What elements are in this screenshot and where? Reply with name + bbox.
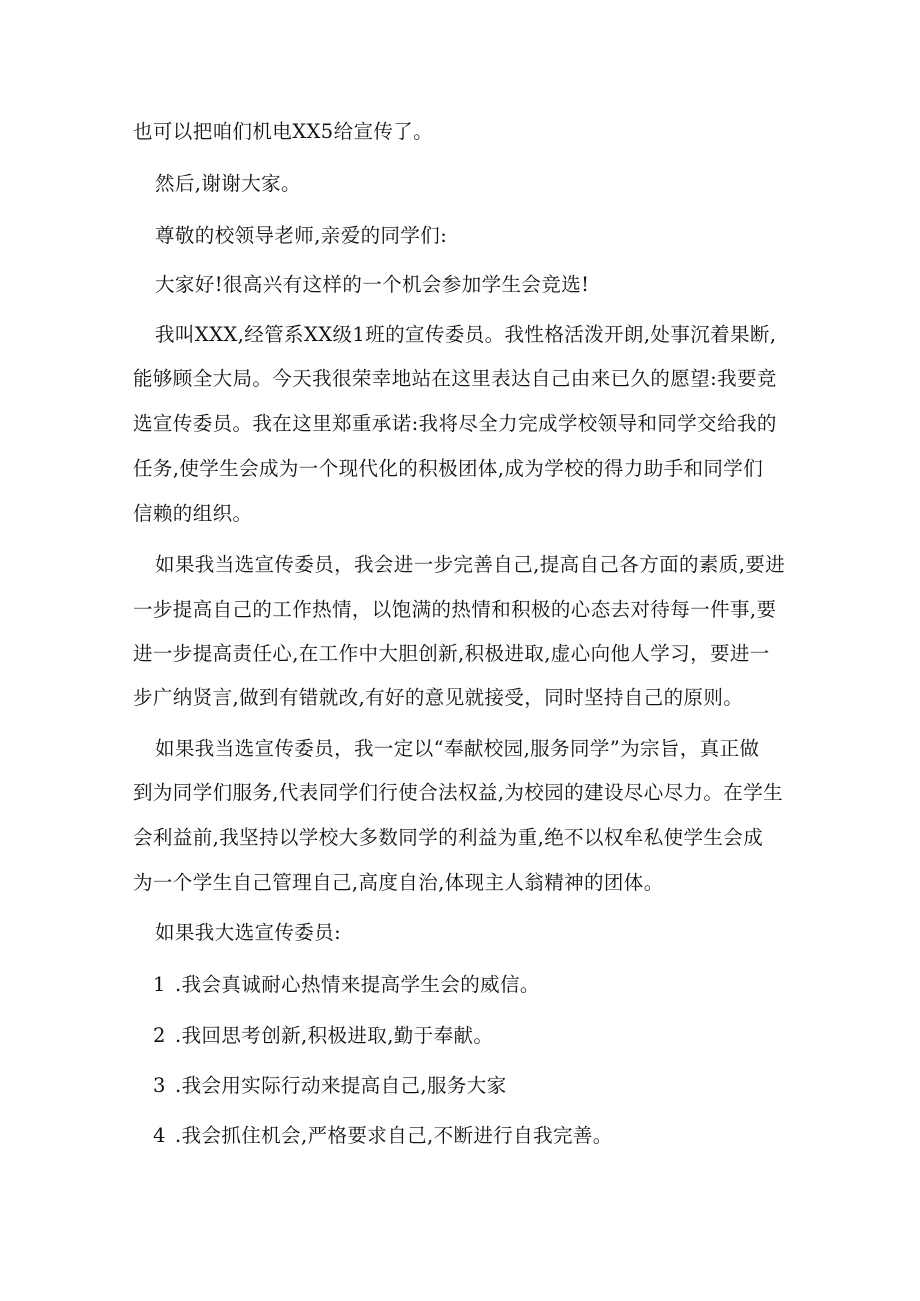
paragraph-line: 步广纳贤言,做到有错就改,有好的意见就接受，同时坚持自己的原则。 <box>133 686 744 709</box>
paragraph-line: 到为同学们服务,代表同学们行使合法权益,为校园的建设尽心尽力。在学生 <box>133 781 783 804</box>
paragraph-line: 一步提高自己的工作热情，以饱满的热情和积极的心态去对待每一件事,要 <box>133 598 777 621</box>
greeting: 大家好!很高兴有这样的一个机会参加学生会竞选! <box>155 273 590 296</box>
paragraph-line: 进一步提高责任心,在工作中大胆创新,积极进取,虚心向他人学习，要进一 <box>133 642 770 665</box>
list-number: 4 <box>153 1124 166 1147</box>
paragraph-line: 然后,谢谢大家。 <box>155 172 301 195</box>
paragraph-line: 信赖的组织。 <box>133 502 253 525</box>
paragraph-line: 为一个学生自己管理自己,高度自治,体现主人翁精神的团体。 <box>133 871 664 894</box>
list-number: 3 <box>153 1074 166 1097</box>
paragraph-line: 如果我当选宣传委员，我会进一步完善自己,提高自己各方面的素质,要进 <box>155 553 786 576</box>
paragraph-line: 任务,使学生会成为一个现代化的积极团体,成为学校的得力助手和同学们 <box>133 457 764 480</box>
paragraph-line: 会利益前,我坚持以学校大多数同学的利益为重,绝不以权牟私使学生会成 <box>133 826 764 849</box>
list-text: .我会抓住机会,严格要求自己,不断进行自我完善。 <box>175 1124 613 1147</box>
paragraph-line: 也可以把咱们机电XX5给宣传了。 <box>133 120 434 143</box>
list-text: .我回思考创新,积极进取,勤于奉献。 <box>175 1024 494 1047</box>
list-number: 1 <box>153 973 166 996</box>
list-number: 2 <box>153 1024 166 1047</box>
list-text: .我会真诚耐心热情来提高学生会的威信。 <box>175 973 540 996</box>
list-text: .我会用实际行动来提高自己,服务大家 <box>175 1074 507 1097</box>
paragraph-line: 如果我当选宣传委员，我一定以“奉献校园,服务同学”为宗旨，真正做 <box>155 737 760 760</box>
salutation: 尊敬的校领导老师,亲爱的同学们: <box>155 224 448 247</box>
paragraph-line: 能够顾全大局。今天我很荣幸地站在这里表达自己由来已久的愿望:我要竞 <box>133 367 777 390</box>
paragraph-line: 我叫XXX,经管系XX级1班的宣传委员。我性格活泼开朗,处事沉着果断, <box>155 323 777 346</box>
paragraph-line: 选宣传委员。我在这里郑重承诺:我将尽全力完成学校领导和同学交给我的 <box>133 412 777 435</box>
paragraph-line: 如果我大选宣传委员: <box>155 921 342 944</box>
